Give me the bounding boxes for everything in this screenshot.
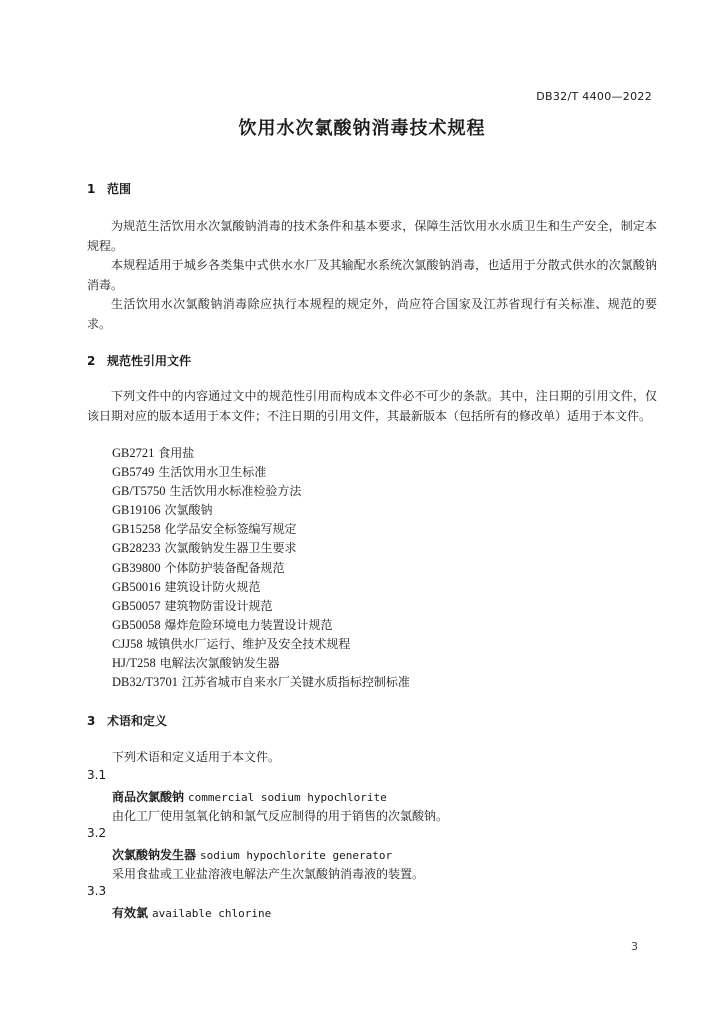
section-number: 1 <box>87 182 96 196</box>
page-number: 3 <box>631 940 638 953</box>
reference-code: GB/T5750 <box>112 484 166 499</box>
reference-name: 次氯酸钠发生器卫生要求 <box>164 541 297 556</box>
reference-name: 电解法次氯酸钠发生器 <box>159 656 280 671</box>
reference-item <box>112 539 410 558</box>
reference-item <box>112 559 410 578</box>
reference-item <box>112 482 410 501</box>
reference-item <box>112 444 410 463</box>
reference-code: GB15258 <box>112 522 161 537</box>
paragraph: 下列文件中的内容通过文中的规范性引用而构成本文件必不可少的条款。其中，注日期的引用文件，仅该日期对应的版本适用于本文件；不注日期的引用文件，其最新版本（包括所有的修改单）适用于本文件。 <box>87 389 657 423</box>
reference-code: GB5749 <box>112 465 155 480</box>
reference-name: 城镇供水厂运行、维护及安全技术规程 <box>146 636 351 651</box>
reference-item <box>112 463 410 482</box>
section-heading-normative-references <box>87 352 191 369</box>
section-number: 3 <box>87 714 96 728</box>
section-title: 范围 <box>107 182 132 196</box>
reference-code: GB2721 <box>112 446 155 460</box>
reference-name: 个体防护装备配备规范 <box>164 560 285 575</box>
clause-number: 3.3 <box>87 884 107 898</box>
reference-item <box>112 501 410 520</box>
term-entry <box>112 846 392 863</box>
section-title: 术语和定义 <box>107 714 168 728</box>
term-zh: 商品次氯酸钠 <box>112 790 185 804</box>
paragraph: 生活饮用水次氯酸钠消毒除应执行本规程的规定外，尚应符合国家及江苏省现行有关标准、规范的要求。 <box>87 297 657 331</box>
reference-code: GB50016 <box>112 579 161 594</box>
reference-item <box>112 616 410 635</box>
term-en: commercial sodium hypochlorite <box>188 791 387 804</box>
term-zh: 有效氯 <box>112 906 149 920</box>
term-en: sodium hypochlorite generator <box>200 849 393 862</box>
standard-code: DB32/T 4400—2022 <box>536 90 652 103</box>
term-en: available chlorine <box>152 907 272 920</box>
reference-name: 生活饮用水卫生标准 <box>158 465 267 480</box>
reference-item <box>112 635 410 654</box>
reference-code: GB50057 <box>112 598 161 613</box>
reference-item <box>112 654 410 673</box>
reference-code: CJJ58 <box>112 636 143 651</box>
paragraph: 为规范生活饮用水次氯酸钠消毒的技术条件和基本要求，保障生活饮用水水质卫生和生产安全，制定本规程。 <box>87 219 657 253</box>
reference-name: 江苏省城市自来水厂关键水质指标控制标准 <box>181 675 410 690</box>
reference-code: GB19106 <box>112 503 161 518</box>
clause-number: 3.1 <box>87 768 107 782</box>
reference-name: 生活饮用水标准检验方法 <box>169 484 302 499</box>
term-definition: 采用食盐或工业盐溶液电解法产生次氯酸钠消毒液的装置。 <box>112 867 425 881</box>
reference-name: 爆炸危险环境电力装置设计规范 <box>164 617 333 632</box>
section-heading-scope <box>87 180 131 197</box>
term-entry <box>112 788 387 805</box>
reference-item <box>112 578 410 597</box>
reference-list <box>112 444 410 692</box>
reference-name: 建筑设计防火规范 <box>164 579 261 594</box>
reference-item <box>112 673 410 692</box>
paragraph: 本规程适用于城乡各类集中式供水水厂及其输配水系统次氯酸钠消毒，也适用于分散式供水的次氯酸钠消毒。 <box>87 258 657 292</box>
section-heading-terms-and-definitions <box>87 712 167 729</box>
term-zh: 次氯酸钠发生器 <box>112 848 197 862</box>
clause-number: 3.2 <box>87 826 107 840</box>
reference-item <box>112 597 410 616</box>
section-title: 规范性引用文件 <box>107 354 192 368</box>
reference-code: GB50058 <box>112 617 161 632</box>
reference-name: 次氯酸钠 <box>164 503 213 518</box>
reference-code: GB39800 <box>112 560 161 575</box>
reference-name: 化学品安全标签编写规定 <box>164 522 297 537</box>
reference-code: HJ/T258 <box>112 656 156 671</box>
paragraph: 下列术语和定义适用于本文件。 <box>112 750 281 764</box>
term-entry <box>112 904 271 921</box>
document-title: 饮用水次氯酸钠消毒技术规程 <box>238 118 486 139</box>
term-definition: 由化工厂使用氢氧化钠和氯气反应制得的用于销售的次氯酸钠。 <box>112 809 449 823</box>
reference-code: DB32/T3701 <box>112 675 178 690</box>
reference-code: GB28233 <box>112 541 161 556</box>
reference-name: 建筑物防雷设计规范 <box>164 598 273 613</box>
reference-item <box>112 520 410 539</box>
reference-name: 食用盐 <box>158 446 195 460</box>
section-number: 2 <box>87 354 96 368</box>
